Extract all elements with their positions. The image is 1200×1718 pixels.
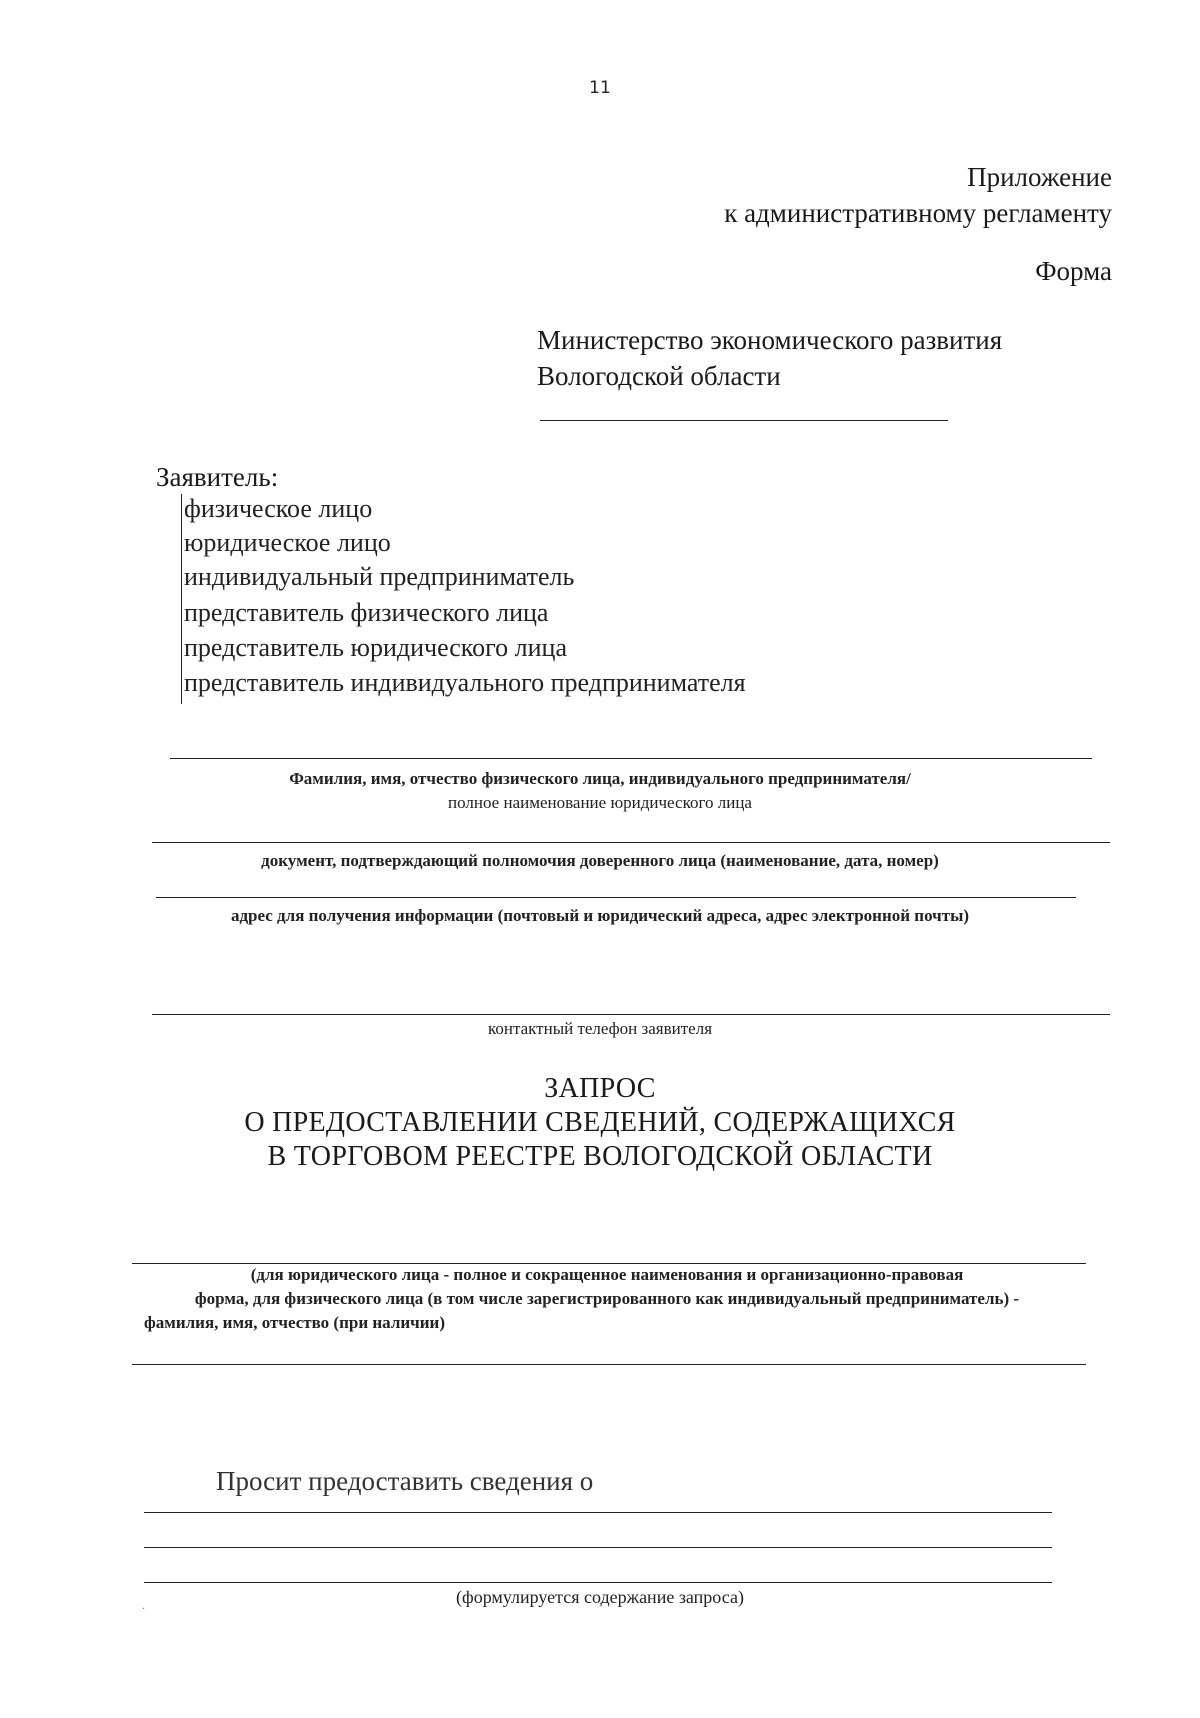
request-input-line-3[interactable] <box>144 1582 1052 1583</box>
phone-input-line[interactable] <box>152 1014 1110 1015</box>
applicant-type-legal-entity-rep[interactable]: представитель юридического лица <box>184 633 567 662</box>
applicant-type-individual-rep[interactable]: представитель физического лица <box>184 598 549 627</box>
applicant-type-individual[interactable]: физическое лицо <box>184 494 373 523</box>
applicant-label: Заявитель: <box>156 462 279 492</box>
document-title-line-2: О ПРЕДОСТАВЛЕНИИ СВЕДЕНИЙ, СОДЕРЖАЩИХСЯ <box>244 1107 956 1138</box>
entity-name-input-line-2[interactable] <box>132 1364 1086 1365</box>
applicant-type-entrepreneur-rep[interactable]: представитель индивидуального предпринимателя <box>184 668 746 697</box>
request-lead: Просит предоставить сведения о <box>216 1466 594 1496</box>
applicant-type-entrepreneur[interactable]: индивидуальный предприниматель <box>184 562 575 591</box>
entity-note-line-3: фамилия, имя, отчество (при наличии) <box>144 1313 445 1332</box>
document-title: ЗАПРОС <box>544 1073 656 1104</box>
fio-caption-line-1: Фамилия, имя, отчество физического лица, индивидуального предпринимателя/ <box>289 769 911 788</box>
addressee-block <box>537 322 1002 394</box>
page-number: 11 <box>589 78 611 98</box>
applicant-type-legal-entity[interactable]: юридическое лицо <box>184 528 391 557</box>
appendix-title: Приложение <box>967 162 1112 192</box>
applicant-checkbox-column <box>181 494 182 704</box>
appendix-subtitle: к административному регламенту <box>724 198 1112 228</box>
addressee-signature-line <box>540 420 948 421</box>
fio-input-line[interactable] <box>170 758 1092 759</box>
entity-note-line-2: форма, для физического лица (в том числе зарегистрированного как индивидуальный предприниматель) - <box>194 1289 1020 1308</box>
form-label: Форма <box>1035 256 1112 286</box>
addressee-line-2: Вологодской области <box>537 361 781 391</box>
authority-doc-input-line[interactable] <box>152 842 1110 843</box>
request-input-line-2[interactable] <box>144 1547 1052 1548</box>
document-title-line-3: В ТОРГОВОМ РЕЕСТРЕ ВОЛОГОДСКОЙ ОБЛАСТИ <box>267 1141 933 1172</box>
addressee-line-1: Министерство экономического развития <box>537 325 1003 355</box>
phone-caption: контактный телефон заявителя <box>487 1019 713 1038</box>
authority-doc-caption: документ, подтверждающий полномочия доверенного лица (наименование, дата, номер) <box>261 851 939 870</box>
scan-mark: . <box>142 1598 145 1612</box>
request-caption: (формулируется содержание запроса) <box>456 1587 744 1607</box>
request-input-line-1[interactable] <box>144 1512 1052 1513</box>
fio-caption-line-2: полное наименование юридического лица <box>448 793 752 812</box>
address-caption: адрес для получения информации (почтовый и юридический адреса, адрес электронной почты) <box>230 906 970 925</box>
address-input-line[interactable] <box>156 897 1076 898</box>
entity-note-line-1: (для юридического лица - полное и сокращенное наименования и организационно-правовая <box>250 1265 964 1284</box>
